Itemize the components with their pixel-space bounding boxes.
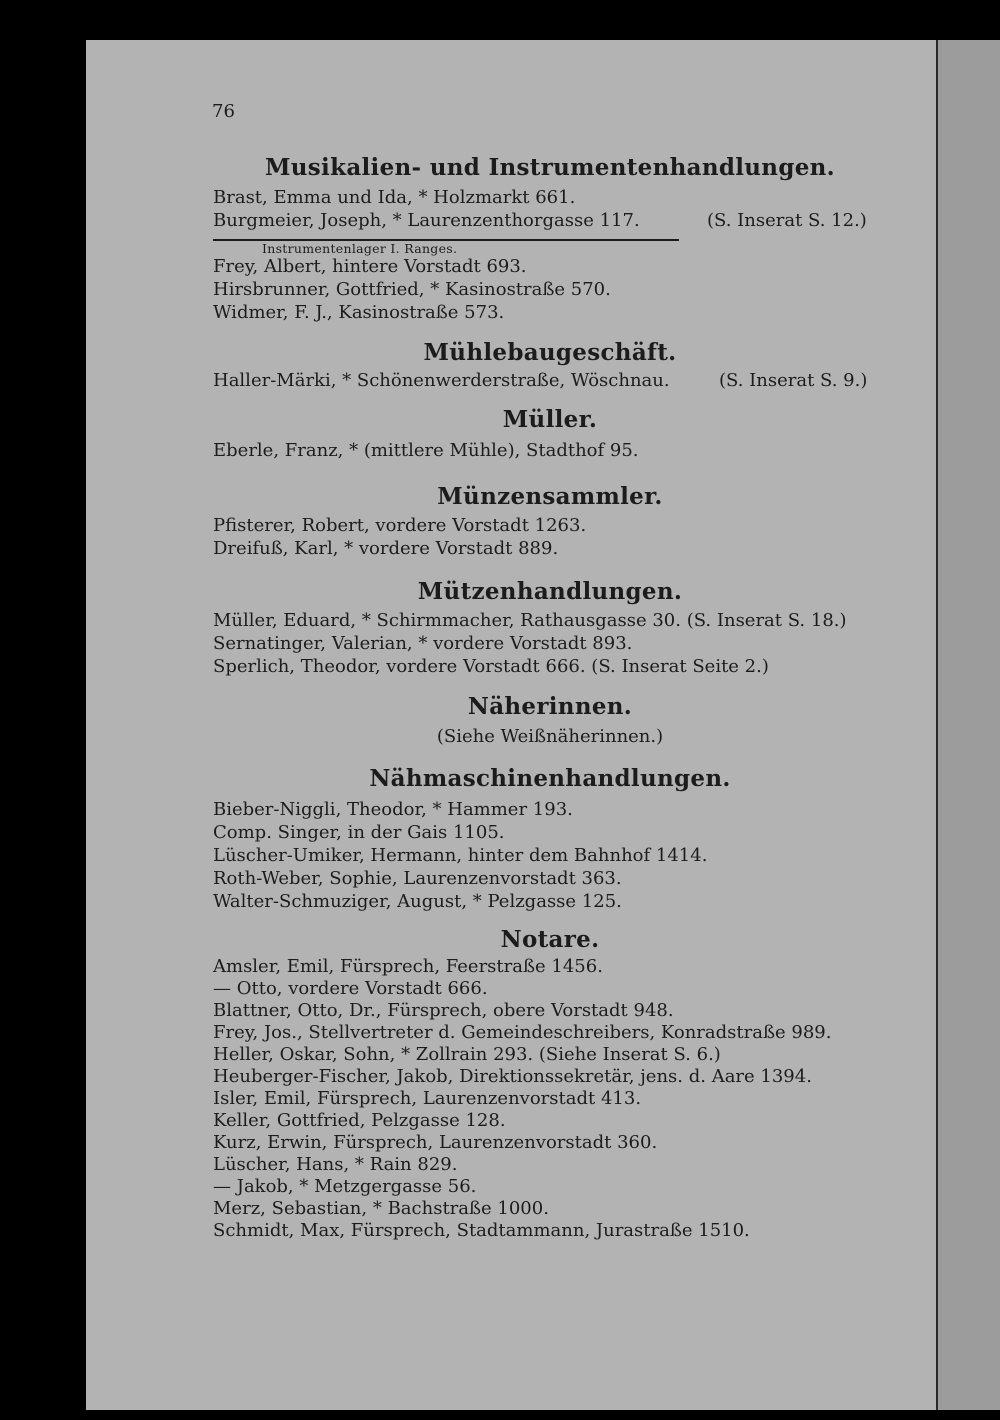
entry-heuberger-fischer: Heuberger-Fischer, Jakob, Direktionssekretär, jens. d. Aare 1394. xyxy=(213,1066,812,1087)
heading-naehmaschinen: Nähmaschinenhandlungen. xyxy=(369,765,731,792)
entry-mueller-eduard: Müller, Eduard, * Schirmmacher, Rathausgasse 30. (S. Inserat S. 18.) xyxy=(213,610,847,631)
entry-isler: Isler, Emil, Fürsprech, Laurenzenvorstadt 413. xyxy=(213,1088,642,1109)
entry-keller: Keller, Gottfried, Pelzgasse 128. xyxy=(213,1110,506,1131)
entry-burgmeier-subline: Instrumentenlager I. Ranges. xyxy=(262,241,458,256)
entry-sernatinger: Sernatinger, Valerian, * vordere Vorstadt 893. xyxy=(213,633,633,654)
heading-notare: Notare. xyxy=(500,926,600,953)
entry-eberle: Eberle, Franz, * (mittlere Mühle), Stadthof 95. xyxy=(213,440,639,461)
entry-bieber-niggli: Bieber-Niggli, Theodor, * Hammer 193. xyxy=(213,799,573,820)
entry-kurz: Kurz, Erwin, Fürsprech, Laurenzenvorstadt 360. xyxy=(213,1132,658,1153)
entry-sperlich: Sperlich, Theodor, vordere Vorstadt 666. (S. Inserat Seite 2.) xyxy=(213,656,769,677)
entry-heller: Heller, Oskar, Sohn, * Zollrain 293. (Siehe Inserat S. 6.) xyxy=(213,1044,721,1065)
entry-widmer: Widmer, F. J., Kasinostraße 573. xyxy=(213,302,505,323)
entry-merz: Merz, Sebastian, * Bachstraße 1000. xyxy=(213,1198,549,1219)
entry-blattner: Blattner, Otto, Dr., Fürsprech, obere Vorstadt 948. xyxy=(213,1000,674,1021)
entry-luescher-hans: Lüscher, Hans, * Rain 829. xyxy=(213,1154,458,1175)
entry-amsler-otto: — Otto, vordere Vorstadt 666. xyxy=(213,978,488,999)
heading-musikalien: Musikalien- und Instrumentenhandlungen. xyxy=(265,154,835,181)
heading-naeherinnen: Näherinnen. xyxy=(467,693,633,720)
naeherinnen-see-also: (Siehe Weißnäherinnen.) xyxy=(436,726,664,747)
entry-hirsbrunner: Hirsbrunner, Gottfried, * Kasinostraße 570. xyxy=(213,279,611,300)
entry-brast: Brast, Emma und Ida, * Holzmarkt 661. xyxy=(213,187,576,208)
entry-haller-maerki-reference: (S. Inserat S. 9.) xyxy=(719,370,868,391)
entry-luescher-jakob: — Jakob, * Metzgergasse 56. xyxy=(213,1176,477,1197)
entry-amsler-emil: Amsler, Emil, Fürsprech, Feerstraße 1456. xyxy=(213,956,603,977)
heading-muetzenhandlungen: Mützenhandlungen. xyxy=(417,578,683,605)
entry-frey-albert: Frey, Albert, hintere Vorstadt 693. xyxy=(213,256,527,277)
heading-mueller: Müller. xyxy=(502,406,598,433)
entry-pfisterer: Pfisterer, Robert, vordere Vorstadt 1263. xyxy=(213,515,587,536)
entry-walter-schmuziger: Walter-Schmuziger, August, * Pelzgasse 125. xyxy=(213,891,622,912)
entry-haller-maerki: Haller-Märki, * Schönenwerderstraße, Wöschnau. xyxy=(213,370,670,391)
entry-luescher-umiker: Lüscher-Umiker, Hermann, hinter dem Bahnhof 1414. xyxy=(213,845,708,866)
entry-singer: Comp. Singer, in der Gais 1105. xyxy=(213,822,505,843)
heading-muehlebau: Mühlebaugeschäft. xyxy=(423,339,677,366)
entry-burgmeier-reference: (S. Inserat S. 12.) xyxy=(707,210,867,231)
entry-dreifuss: Dreifuß, Karl, * vordere Vorstadt 889. xyxy=(213,538,559,559)
page-number: 76 xyxy=(212,101,235,122)
facing-page-edge xyxy=(936,40,1000,1410)
heading-muenzensammler: Münzensammler. xyxy=(437,483,663,510)
entry-burgmeier: Burgmeier, Joseph, * Laurenzenthorgasse 117. xyxy=(213,210,640,231)
entry-frey-jos: Frey, Jos., Stellvertreter d. Gemeindeschreibers, Konradstraße 989. xyxy=(213,1022,832,1043)
entry-schmidt: Schmidt, Max, Fürsprech, Stadtammann, Jurastraße 1510. xyxy=(213,1220,750,1241)
entry-roth-weber: Roth-Weber, Sophie, Laurenzenvorstadt 363. xyxy=(213,868,622,889)
